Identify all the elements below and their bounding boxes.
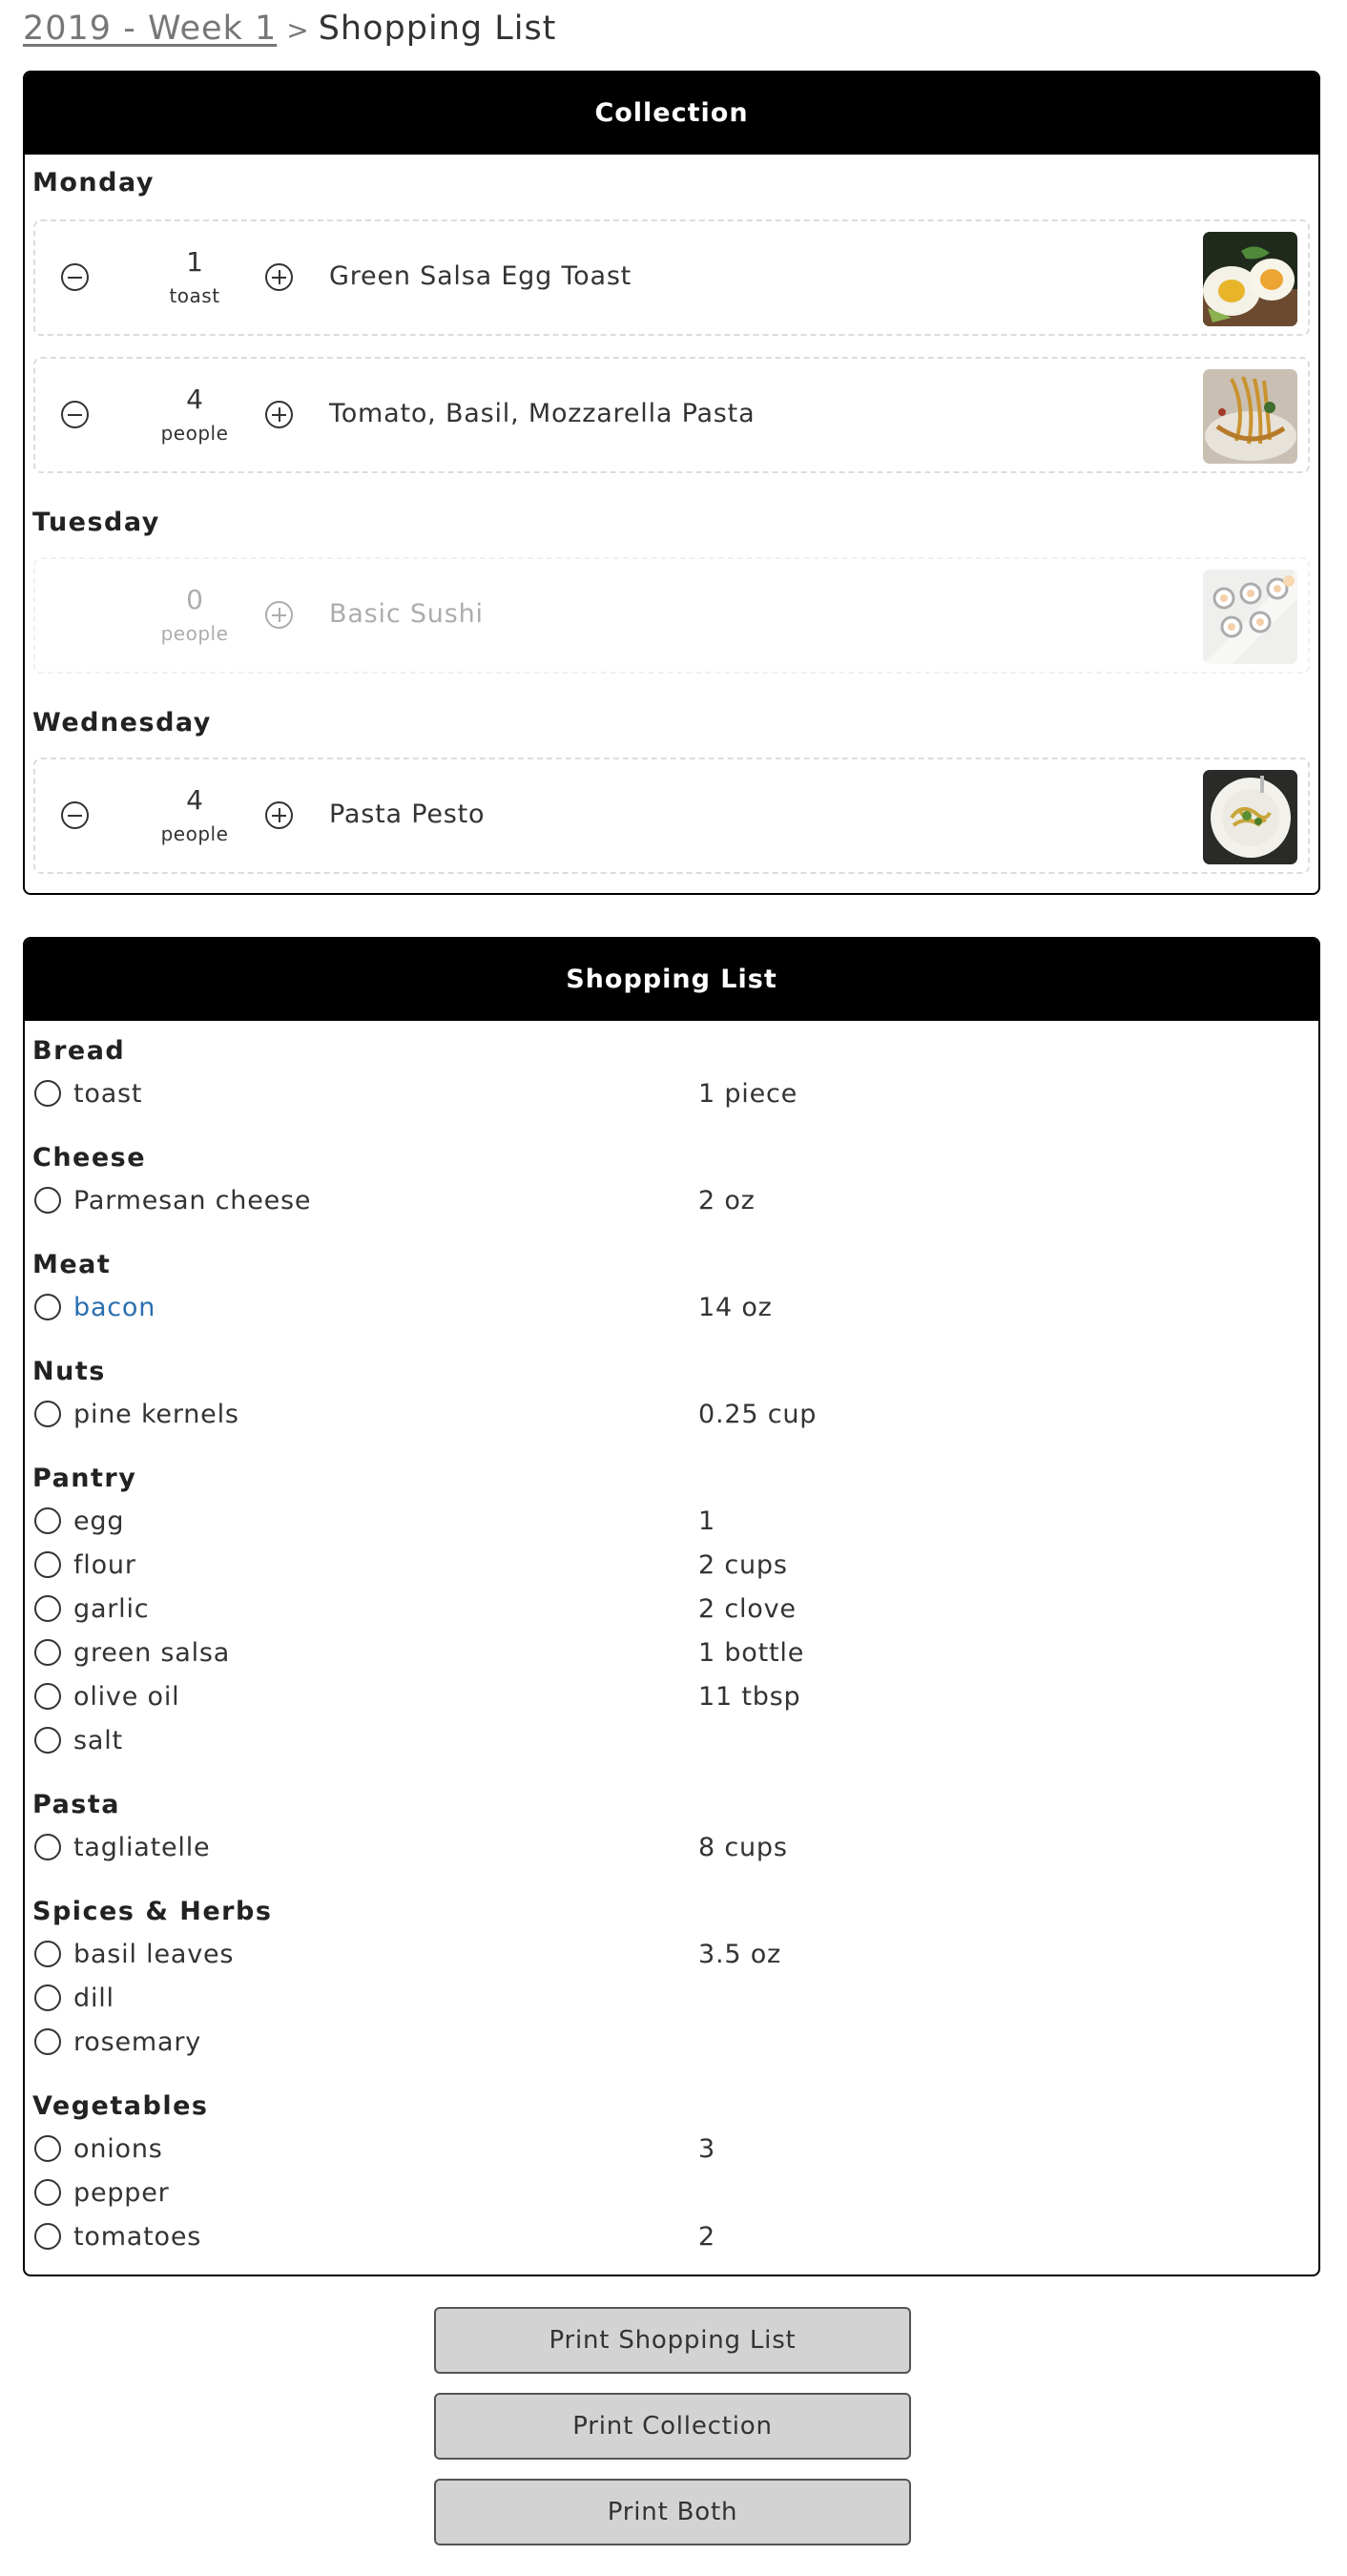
item-quantity: 1 xyxy=(698,1506,715,1536)
breadcrumb xyxy=(23,8,556,52)
list-item xyxy=(32,1548,1273,1586)
item-checkbox[interactable] xyxy=(34,1080,61,1107)
item-checkbox[interactable] xyxy=(34,1401,61,1427)
shopping-list-header: Shopping List xyxy=(25,939,1318,1021)
category-title: Nuts xyxy=(32,1357,106,1386)
servings-value: 4 xyxy=(186,784,203,816)
item-quantity: 11 tbsp xyxy=(698,1682,801,1712)
item-checkbox[interactable] xyxy=(34,2223,61,2250)
item-name: onions xyxy=(73,2134,163,2164)
increase-button[interactable] xyxy=(265,801,293,829)
servings-value: 0 xyxy=(186,584,203,615)
servings-value: 4 xyxy=(186,384,203,415)
servings-unit: people xyxy=(160,822,229,845)
item-quantity: 2 xyxy=(698,2222,715,2252)
servings-value: 1 xyxy=(186,246,203,278)
list-item xyxy=(32,1937,1273,1975)
recipe-card xyxy=(33,219,1310,336)
recipe-name[interactable]: Tomato, Basil, Mozzarella Pasta xyxy=(329,399,756,428)
item-quantity: 3 xyxy=(698,2134,715,2164)
item-name: basil leaves xyxy=(73,1940,235,1969)
item-name: olive oil xyxy=(73,1682,180,1712)
item-checkbox[interactable] xyxy=(34,1639,61,1666)
recipe-thumbnail-sushi[interactable] xyxy=(1203,570,1297,664)
breadcrumb-link-week[interactable]: 2019 - Week 1 xyxy=(23,10,278,48)
item-name: pepper xyxy=(73,2178,170,2208)
list-item xyxy=(32,1591,1273,1630)
item-checkbox[interactable] xyxy=(34,1984,61,2011)
increase-button[interactable] xyxy=(265,401,293,428)
category-title: Spices & Herbs xyxy=(32,1897,273,1926)
item-quantity: 2 cups xyxy=(698,1550,788,1580)
item-name: pine kernels xyxy=(73,1400,239,1429)
category-title: Bread xyxy=(32,1036,126,1066)
item-checkbox[interactable] xyxy=(34,1507,61,1534)
decrease-button[interactable] xyxy=(61,801,89,829)
recipe-thumbnail-pasta-pesto[interactable] xyxy=(1203,770,1297,864)
item-link-bacon[interactable]: bacon xyxy=(73,1293,156,1322)
list-item xyxy=(32,1679,1273,1717)
list-item xyxy=(32,1504,1273,1542)
item-quantity: 8 cups xyxy=(698,1833,788,1862)
list-item xyxy=(32,2025,1273,2063)
item-name: flour xyxy=(73,1550,136,1580)
recipe-thumbnail-pasta[interactable] xyxy=(1203,369,1297,464)
recipe-card xyxy=(33,758,1310,874)
day-title-wednesday: Wednesday xyxy=(32,708,212,737)
list-item xyxy=(32,1076,1273,1114)
item-checkbox[interactable] xyxy=(34,1595,61,1622)
recipe-name[interactable]: Pasta Pesto xyxy=(329,800,486,829)
item-name: toast xyxy=(73,1079,143,1109)
list-item xyxy=(32,1183,1273,1221)
print-both-button[interactable]: Print Both xyxy=(434,2479,911,2545)
recipe-card xyxy=(33,557,1310,674)
item-name: garlic xyxy=(73,1594,150,1624)
item-quantity: 0.25 cup xyxy=(698,1400,818,1429)
list-item xyxy=(32,1981,1273,2019)
item-name: rosemary xyxy=(73,2027,202,2057)
item-checkbox[interactable] xyxy=(34,2179,61,2206)
item-name: tagliatelle xyxy=(73,1833,211,1862)
list-item xyxy=(32,2175,1273,2213)
item-name: tomatoes xyxy=(73,2222,202,2252)
item-checkbox[interactable] xyxy=(34,1294,61,1320)
category-title: Vegetables xyxy=(32,2091,209,2121)
decrease-button[interactable] xyxy=(61,263,89,291)
item-name: Parmesan cheese xyxy=(73,1186,312,1215)
increase-button[interactable] xyxy=(265,601,293,629)
item-checkbox[interactable] xyxy=(34,2135,61,2162)
item-checkbox[interactable] xyxy=(34,1187,61,1214)
breadcrumb-separator: > xyxy=(286,14,309,46)
item-quantity: 1 bottle xyxy=(698,1638,805,1668)
category-title: Pasta xyxy=(32,1790,120,1819)
item-quantity: 1 piece xyxy=(698,1079,798,1109)
day-title-monday: Monday xyxy=(32,168,155,197)
item-quantity: 3.5 oz xyxy=(698,1940,782,1969)
list-item xyxy=(32,1635,1273,1673)
servings-unit: toast xyxy=(169,284,220,307)
collection-header: Collection xyxy=(25,73,1318,155)
page-title: Shopping List xyxy=(318,10,557,48)
item-name: salt xyxy=(73,1726,123,1755)
print-collection-button[interactable]: Print Collection xyxy=(434,2393,911,2460)
recipe-thumbnail-egg-toast[interactable] xyxy=(1203,232,1297,326)
item-quantity: 14 oz xyxy=(698,1293,773,1322)
list-item xyxy=(32,2219,1273,2257)
item-checkbox[interactable] xyxy=(34,2028,61,2055)
increase-button[interactable] xyxy=(265,263,293,291)
category-title: Pantry xyxy=(32,1464,137,1493)
item-checkbox[interactable] xyxy=(34,1834,61,1860)
decrease-button[interactable] xyxy=(61,401,89,428)
item-quantity: 2 oz xyxy=(698,1186,756,1215)
day-title-tuesday: Tuesday xyxy=(32,508,160,537)
recipe-card xyxy=(33,357,1310,473)
item-name: egg xyxy=(73,1506,125,1536)
item-name: green salsa xyxy=(73,1638,231,1668)
list-item xyxy=(32,1723,1273,1761)
print-shopping-list-button[interactable]: Print Shopping List xyxy=(434,2307,911,2374)
item-checkbox[interactable] xyxy=(34,1727,61,1754)
list-item xyxy=(32,1290,1273,1328)
list-item xyxy=(32,1830,1273,1868)
item-checkbox[interactable] xyxy=(34,1941,61,1967)
item-quantity: 2 clove xyxy=(698,1594,797,1624)
recipe-name[interactable]: Basic Sushi xyxy=(329,599,484,629)
category-title: Cheese xyxy=(32,1143,147,1173)
list-item xyxy=(32,1397,1273,1435)
category-title: Meat xyxy=(32,1250,112,1279)
servings-unit: people xyxy=(160,422,229,445)
item-checkbox[interactable] xyxy=(34,1551,61,1578)
item-checkbox[interactable] xyxy=(34,1683,61,1710)
item-name: dill xyxy=(73,1984,114,2013)
recipe-name[interactable]: Green Salsa Egg Toast xyxy=(329,261,632,291)
list-item xyxy=(32,2131,1273,2170)
servings-unit: people xyxy=(160,622,229,645)
